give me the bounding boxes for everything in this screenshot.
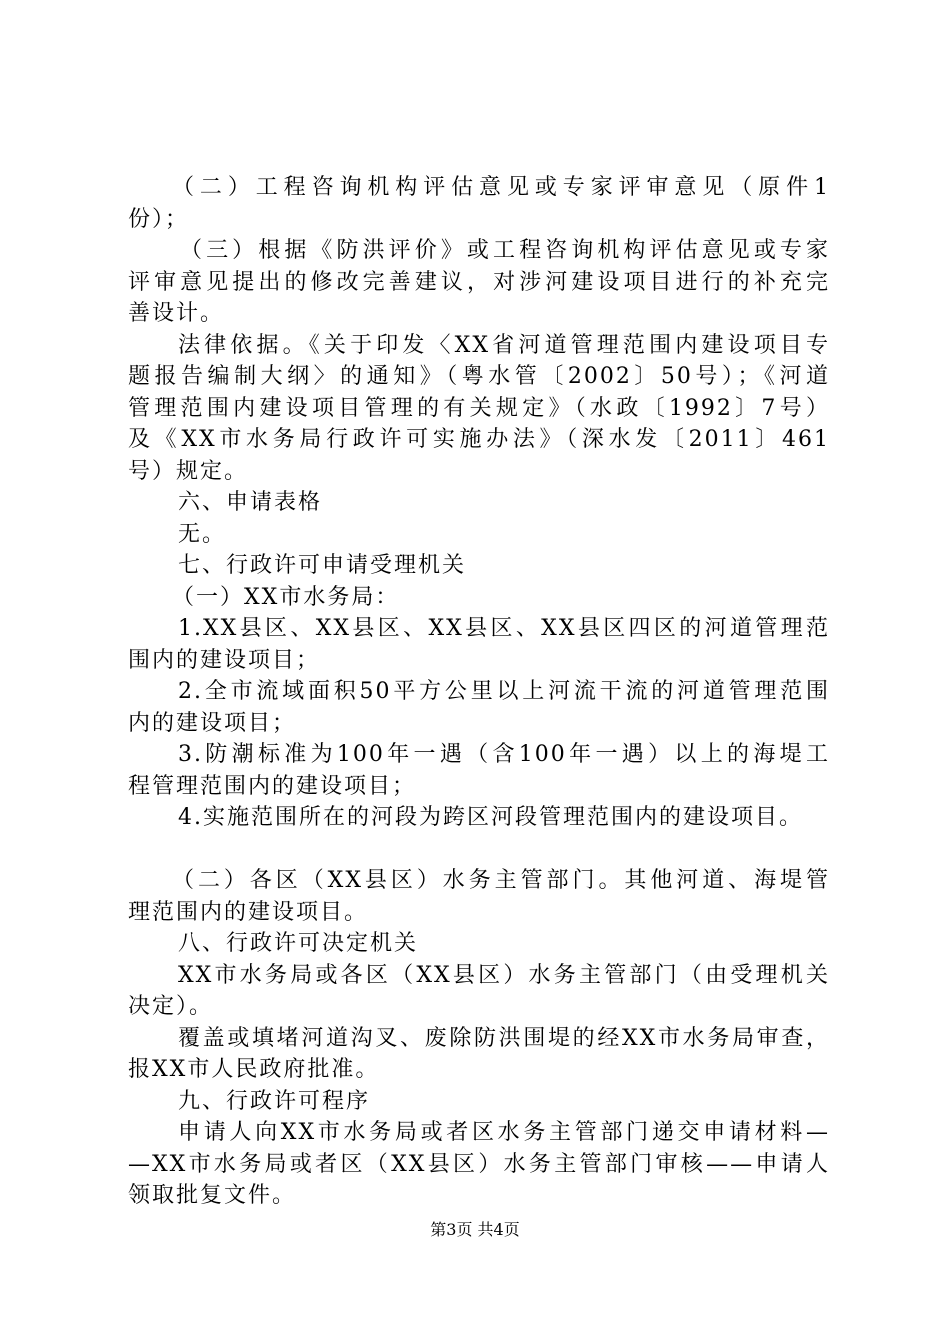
section-heading: 八、行政许可决定机关	[178, 931, 419, 956]
paragraph-line: 无。	[178, 521, 227, 547]
paragraph-line: 领取批复文件。	[128, 1183, 297, 1208]
paragraph-line: （三）根据《防洪评价》或工程咨询机构评估意见或专家	[180, 238, 830, 263]
paragraph-line: 题报告编制大纲〉的通知》（粤水管〔2002〕50号）；《河道	[128, 364, 830, 389]
paragraph-line: 理范围内的建设项目。	[128, 899, 369, 925]
paragraph-line: 覆盖或填堵河道沟叉、废除防洪围堤的经XX市水务局审查，	[178, 1025, 830, 1051]
blank-line	[128, 834, 830, 866]
list-item-line: 4.实施范围所在的河段为跨区河段管理范围内的建设项目。	[178, 805, 803, 830]
page-footer: 第3页 共4页	[430, 1220, 520, 1239]
paragraph-line: 法律依据。《关于印发〈XX省河道管理范围内建设项目专	[178, 332, 830, 358]
list-item-line: 2.全市流域面积50平方公里以上河流干流的河道管理范围	[178, 679, 830, 704]
paragraph-line: 评审意见提出的修改完善建议，对涉河建设项目进行的补充完	[128, 269, 830, 295]
section-heading: 六、申请表格	[178, 490, 323, 515]
paragraph-line: 号）规定。	[128, 458, 249, 484]
list-item-line: 围内的建设项目；	[128, 647, 321, 673]
list-item-line: 程管理范围内的建设项目；	[128, 773, 417, 799]
paragraph-line: 管理范围内建设项目管理的有关规定》（水政〔1992〕7号）	[128, 395, 830, 421]
paragraph-line: 善设计。	[128, 301, 225, 326]
paragraph-line: 份）；	[128, 206, 190, 232]
paragraph-line: 决定）。	[128, 994, 214, 1019]
paragraph-line: 申请人向XX市水务局或者区水务主管部门递交申请材料—	[178, 1120, 830, 1145]
list-item-line: 3.防潮标准为100年一遇（含100年一遇）以上的海堤工	[178, 742, 830, 767]
paragraph-line: XX市水务局或各区（XX县区）水务主管部门（由受理机关	[178, 962, 830, 988]
paragraph-line: —XX市水务局或者区（XX县区）水务主管部门审核——申请人	[128, 1151, 830, 1177]
section-heading: 九、行政许可程序	[178, 1088, 371, 1114]
list-item-line: 1.XX县区、XX县区、XX县区、XX县区四区的河道管理范	[178, 616, 830, 641]
paragraph-line: （一）XX市水务局：	[172, 584, 400, 610]
section-heading: 七、行政许可申请受理机关	[178, 553, 467, 578]
paragraph-line: 报XX市人民政府批准。	[128, 1057, 380, 1082]
list-item-line: 内的建设项目；	[128, 710, 297, 736]
paragraph-line: （二）各区（XX县区）水务主管部门。其他河道、海堤管	[172, 868, 830, 893]
paragraph-line: 及《XX市水务局行政许可实施办法》（深水发〔2011〕461	[128, 427, 830, 452]
document-body	[128, 172, 830, 1212]
paragraph-line: （二）工程咨询机构评估意见或专家评审意见（原件1	[172, 175, 830, 200]
